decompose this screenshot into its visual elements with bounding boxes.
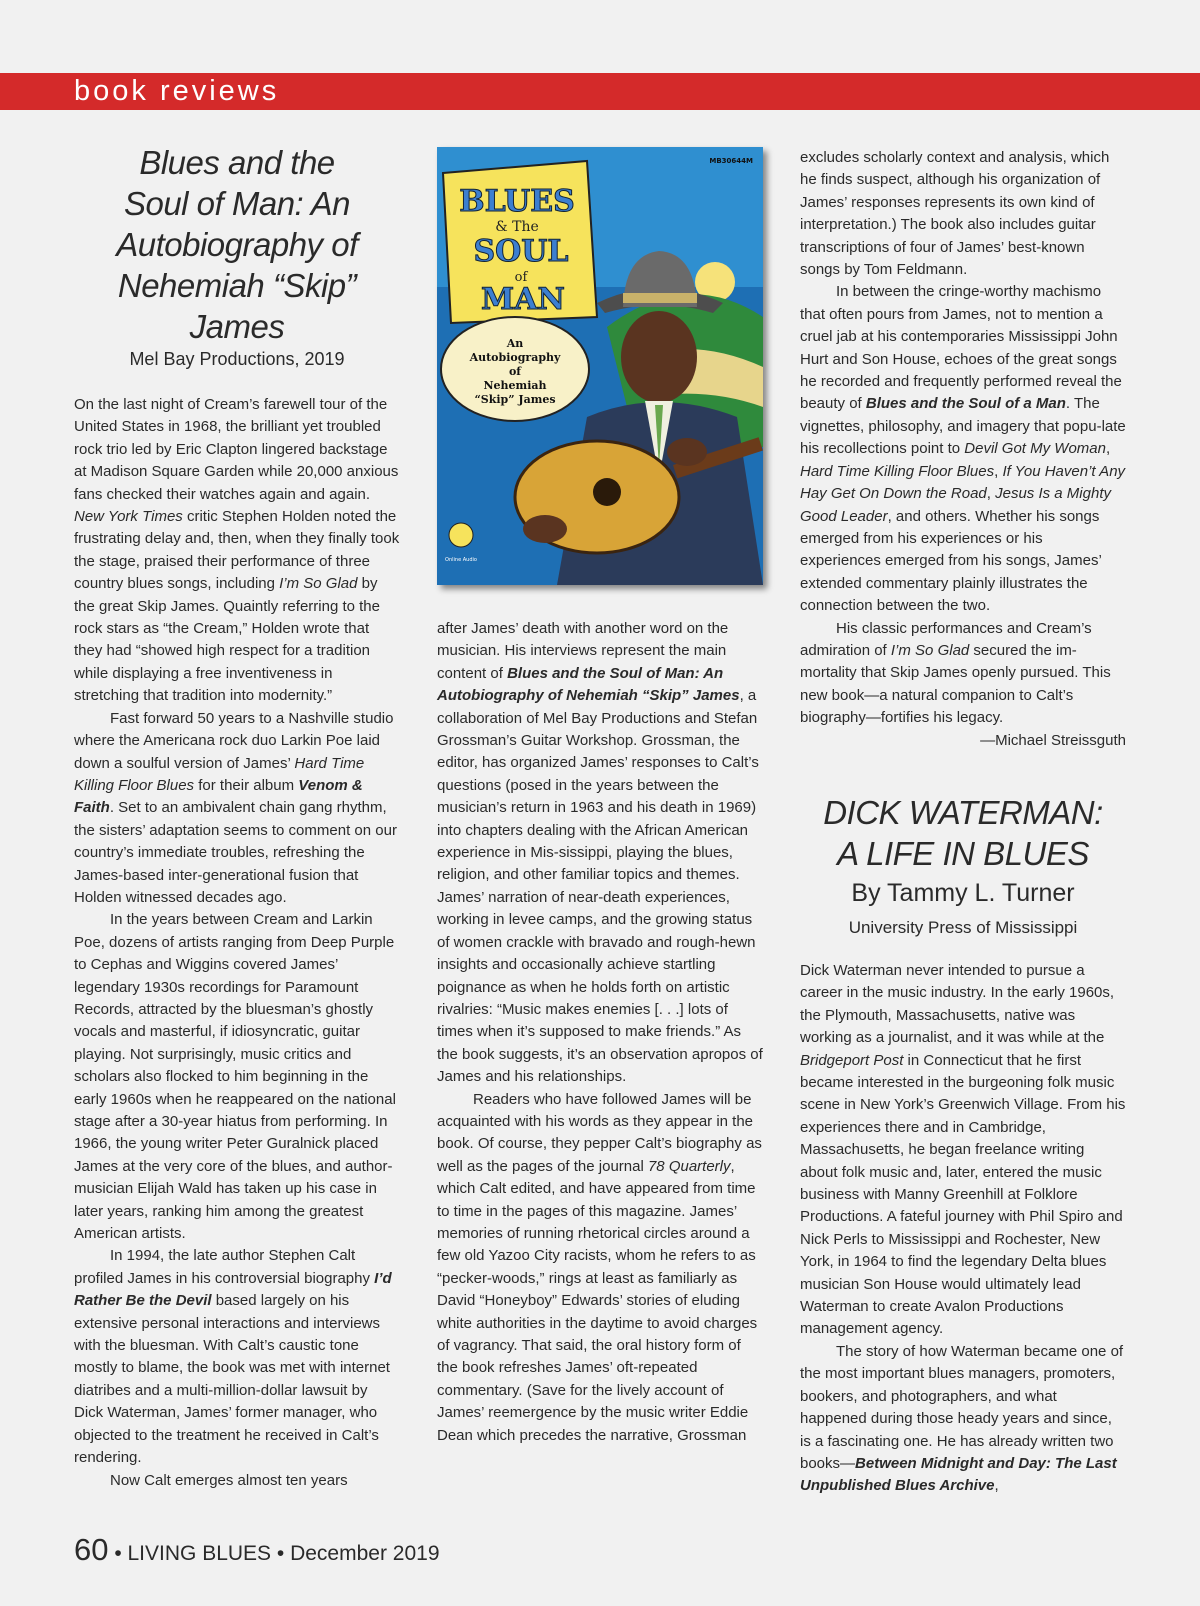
cover-title-text: BLUES bbox=[459, 184, 575, 219]
review-2-publisher: University Press of Mississippi bbox=[848, 917, 1078, 937]
review-1-title-line: Soul of Man: An bbox=[123, 185, 351, 222]
review-1-body-col3 bbox=[800, 147, 1126, 730]
review-2-byline: By Tammy L. Turner bbox=[851, 878, 1075, 907]
review-2-body bbox=[800, 960, 1126, 1498]
cover-logo-text: Online Audio bbox=[445, 557, 477, 563]
review-1-title bbox=[74, 142, 400, 347]
body-paragraph bbox=[74, 909, 400, 1245]
text-run: , which Calt edited, and have appeared from time to time in the pages of this magazine. James’ memories of running rhetorical circles around a few old Yazoo City racists, whom he refers to as “pecker-woods,” rings at least as familiarly as David “Honeyboy” Edwards’ stories of eluding white authorities in the daytime to avoid charges of vagrancy. That said, the oral history form of the book refreshes James’ oft-repeated commentary. (Save for the lively account of James’ reemergence by the music writer Eddie Dean which precedes the narrative, Grossman bbox=[437, 1157, 758, 1444]
text-run: based largely on his extensive personal interactions and interviews with the bluesman. With Calt’s caustic tone mostly to blame, the book was met with internet diatribes and a multi-million-dollar lawsuit by Dick Waterman, James’ former manager, who objected to the treatment he received in Calt’s rendering. bbox=[74, 1292, 390, 1467]
text-run: In between the cringe-worthy machismo that often pours from James, not to mention a cruel jab at his contemporaries Mississippi John Hurt and Son House, echoes of the great songs he recorded and frequently performed reveal the beauty of bbox=[800, 283, 1122, 413]
text-run: Fast forward 50 years to a Nashville studio where the Americana rock duo Larkin Poe laid down a soulful version of James’ bbox=[74, 709, 394, 772]
body-paragraph bbox=[800, 960, 1126, 1341]
book-title-run: Blues and the Soul of Man: An Autobiography of Nehemiah “Skip” James bbox=[437, 664, 740, 705]
text-run: , bbox=[994, 1477, 999, 1495]
text-run: after James’ death with another word on the musician. His interviews represent the main content of bbox=[437, 620, 729, 682]
body-paragraph bbox=[437, 618, 763, 1089]
cover-badge-text: Autobiography bbox=[469, 351, 561, 364]
section-title: book reviews bbox=[74, 75, 280, 107]
cover-code: MB30644M bbox=[709, 157, 753, 165]
body-paragraph bbox=[800, 618, 1126, 730]
cover-badge-text: of bbox=[508, 365, 522, 378]
text-run: The story of how Waterman became one of the most important blues managers, promoters, bookers, and photographers, and what happened during those heady years and since, is a fascinating one. He has already written two books— bbox=[800, 1342, 1124, 1472]
italic-run: I’m So Glad bbox=[279, 575, 358, 593]
text-run: , bbox=[1105, 440, 1111, 458]
text-run: In 1994, the late author Stephen Calt profiled James in his controversial biography bbox=[74, 1247, 375, 1287]
body-paragraph bbox=[74, 394, 400, 708]
text-run: , bbox=[986, 485, 996, 503]
text-run: in Connecticut that he first became interested in the burgeoning folk music scene in New York’s Greenwich Village. From his experiences there and in Cambridge, Massachusetts, he began freelance writing about folk music and, later, entered the music business with Manny Greenhill at Folklore Productions. A fateful journey with Phil Spiro and Nick Perls to Mississippi and Rochester, New York, in 1964 to find the legendary Delta blues musician Son House would ultimately lead Waterman to create Avalon Productions management agency. bbox=[800, 1051, 1126, 1338]
page-number: 60 bbox=[74, 1532, 109, 1567]
text-run: for their album bbox=[194, 776, 299, 794]
italic-run: New York Times bbox=[74, 508, 183, 526]
column-2 bbox=[437, 618, 763, 1447]
italic-run: Devil Got My Woman bbox=[964, 440, 1106, 458]
text-run: Dick Waterman never intended to pursue a career in the music industry. In the early 1960s, the Plymouth, Massachusetts, native was working as a journalist, and it was while at the bbox=[800, 961, 1115, 1047]
body-paragraph bbox=[800, 147, 1126, 281]
book-title-run: Blues and the Soul of a Man bbox=[865, 395, 1066, 413]
page-footer bbox=[74, 1532, 440, 1568]
italic-run: If You Haven’t Any Hay Get On Down the Road bbox=[800, 462, 1126, 503]
text-run: , and others. Whether his songs emerged from his experiences or his experiences emerged from his songs, James’ extended commentary plainly illustrates the connection between the two. bbox=[800, 507, 1102, 615]
review-1-title-line: Nehemiah “Skip” James bbox=[117, 267, 357, 345]
text-run: secured the im-mortality that Skip James openly pursued. This new book—a natural companion to Calt’s biography—fortifies his legacy. bbox=[800, 641, 1111, 727]
italic-run: Jesus Is a Mighty Good Leader bbox=[800, 485, 1111, 525]
review-2-title-line: A LIFE IN BLUES bbox=[837, 834, 1089, 872]
italic-run: 78 Quarterly bbox=[647, 1157, 731, 1175]
review-1-title-line: Autobiography of bbox=[116, 226, 358, 263]
text-run: , bbox=[994, 462, 1003, 480]
cover-title-text: of bbox=[514, 270, 528, 285]
text-run: by the great Skip James. Quaintly referring to the rock stars as “the Cream,” Holden wrote that they had “showed high respect for a tradition while displaying a free inventiveness in stretching that tradition into modernity.” bbox=[74, 575, 380, 705]
review-1-title-line: Blues and the bbox=[139, 144, 335, 181]
text-run: On the last night of Cream’s farewell tour of the United States in 1968, the brilliant yet troubled rock trio led by Eric Clapton lingered backstage at Madison Square Garden while 20,000 anxious fans checked their watches again and again. bbox=[74, 396, 399, 503]
cover-badge-text: An bbox=[506, 337, 524, 350]
italic-run: I’m So Glad bbox=[890, 641, 970, 659]
book-cover-image bbox=[437, 147, 763, 585]
body-paragraph bbox=[800, 1341, 1126, 1498]
body-paragraph bbox=[800, 281, 1126, 617]
body-paragraph bbox=[437, 1089, 763, 1448]
italic-run: Hard Time Killing Floor Blues bbox=[74, 754, 365, 794]
cover-badge-text: Nehemiah bbox=[483, 379, 547, 392]
book-cover-illustration bbox=[437, 147, 763, 585]
book-title-run: I’d Rather Be the Devil bbox=[74, 1269, 392, 1310]
body-paragraph bbox=[74, 1245, 400, 1469]
text-run: Now Calt emerges almost ten years bbox=[110, 1471, 348, 1489]
review-1-body-col2 bbox=[437, 618, 763, 1447]
cover-badge-text: “Skip” James bbox=[474, 393, 556, 406]
book-title-run: Between Midnight and Day: The Last Unpublished Blues Archive bbox=[800, 1454, 1117, 1495]
section-header-bar bbox=[0, 73, 1200, 110]
body-paragraph bbox=[74, 1470, 400, 1492]
review-1-publisher: Mel Bay Productions, 2019 bbox=[129, 349, 345, 369]
italic-run: Hard Time Killing Floor Blues bbox=[800, 462, 995, 480]
body-paragraph bbox=[74, 708, 400, 910]
text-run: His classic performances and Cream’s admiration of bbox=[800, 619, 1092, 659]
text-run: , a collaboration of Mel Bay Productions and Stefan Grossman’s Guitar Workshop. Grossman, the editor, has organized James’ responses to Calt’s questions (posed in the years between the musician’s return in 1963 and his death in 1969) into chapters dealing with the African American experience in Mis-sissippi, playing the blues, religion, and other familiar topics and themes. James’ narration of near-death experiences, working in levee camps, and the growing status of women crackle with bravado and rough-hewn insights and occasionally achieve startling poignance as when he holds forth on artistic rivalries: “Music makes enemies [. . .] lots of times when it’s supposed to make friends.” As the book suggests, it’s an observation apropos of James and his relationships. bbox=[437, 687, 763, 1086]
review-2-title-line: DICK WATERMAN: bbox=[823, 793, 1103, 831]
review-1-author: —Michael Streissguth bbox=[980, 731, 1126, 749]
column-3 bbox=[800, 147, 1126, 1498]
text-run: . The vignettes, philosophy, and imagery that popu-late his recollections point to bbox=[800, 395, 1126, 458]
cover-title-text: SOUL bbox=[473, 234, 569, 269]
italic-run: Bridgeport Post bbox=[800, 1051, 904, 1069]
text-run: In the years between Cream and Larkin Poe, dozens of artists ranging from Deep Purple to Cephas and Wiggins covered James’ legendary 1930s recordings for Paramount Records, attracted by the bluesman’s ghostly vocals and masterful, if idiosyncratic, guitar playing. Not surprisingly, music critics and scholars also flocked to him beginning in the early 1960s when he reappeared on the national stage after a 30-year hiatus from performing. In 1966, the young writer Peter Guralnick placed James at the very core of the blues, and author-musician Elijah Wald has taken up his case in later years, ranking him among the greatest American artists. bbox=[74, 911, 396, 1243]
text-run: critic Stephen Holden noted the frustrating delay and, then, when they finally took the stage, praised their performance of three country blues songs, including bbox=[74, 508, 400, 593]
footer-publication: • LIVING BLUES • December 2019 bbox=[108, 1542, 440, 1565]
column-1 bbox=[74, 142, 400, 1492]
review-1-body-col1 bbox=[74, 394, 400, 1492]
text-run: Readers who have followed James will be acquainted with his words as they appear in the book. Of course, they pepper Calt’s biography as well as the pages of the journal bbox=[437, 1090, 762, 1175]
text-run: . Set to an ambivalent chain gang rhythm, the sisters’ adaptation seems to comment on our country’s immediate troubles, refreshing the James-based inter-generational fusion that Holden witnessed decades ago. bbox=[74, 799, 397, 906]
review-2-title bbox=[800, 792, 1126, 874]
cover-title-text: & The bbox=[495, 219, 539, 235]
text-run: excludes scholarly context and analysis, which he finds suspect, although his organization of James’ responses represents its own kind of interpretation.) The book also includes guitar transcriptions of four of James’ best-known songs by Tom Feldmann. bbox=[800, 149, 1110, 279]
book-title-run: Venom & Faith bbox=[74, 776, 363, 817]
cover-title-text: MAN bbox=[481, 282, 565, 317]
